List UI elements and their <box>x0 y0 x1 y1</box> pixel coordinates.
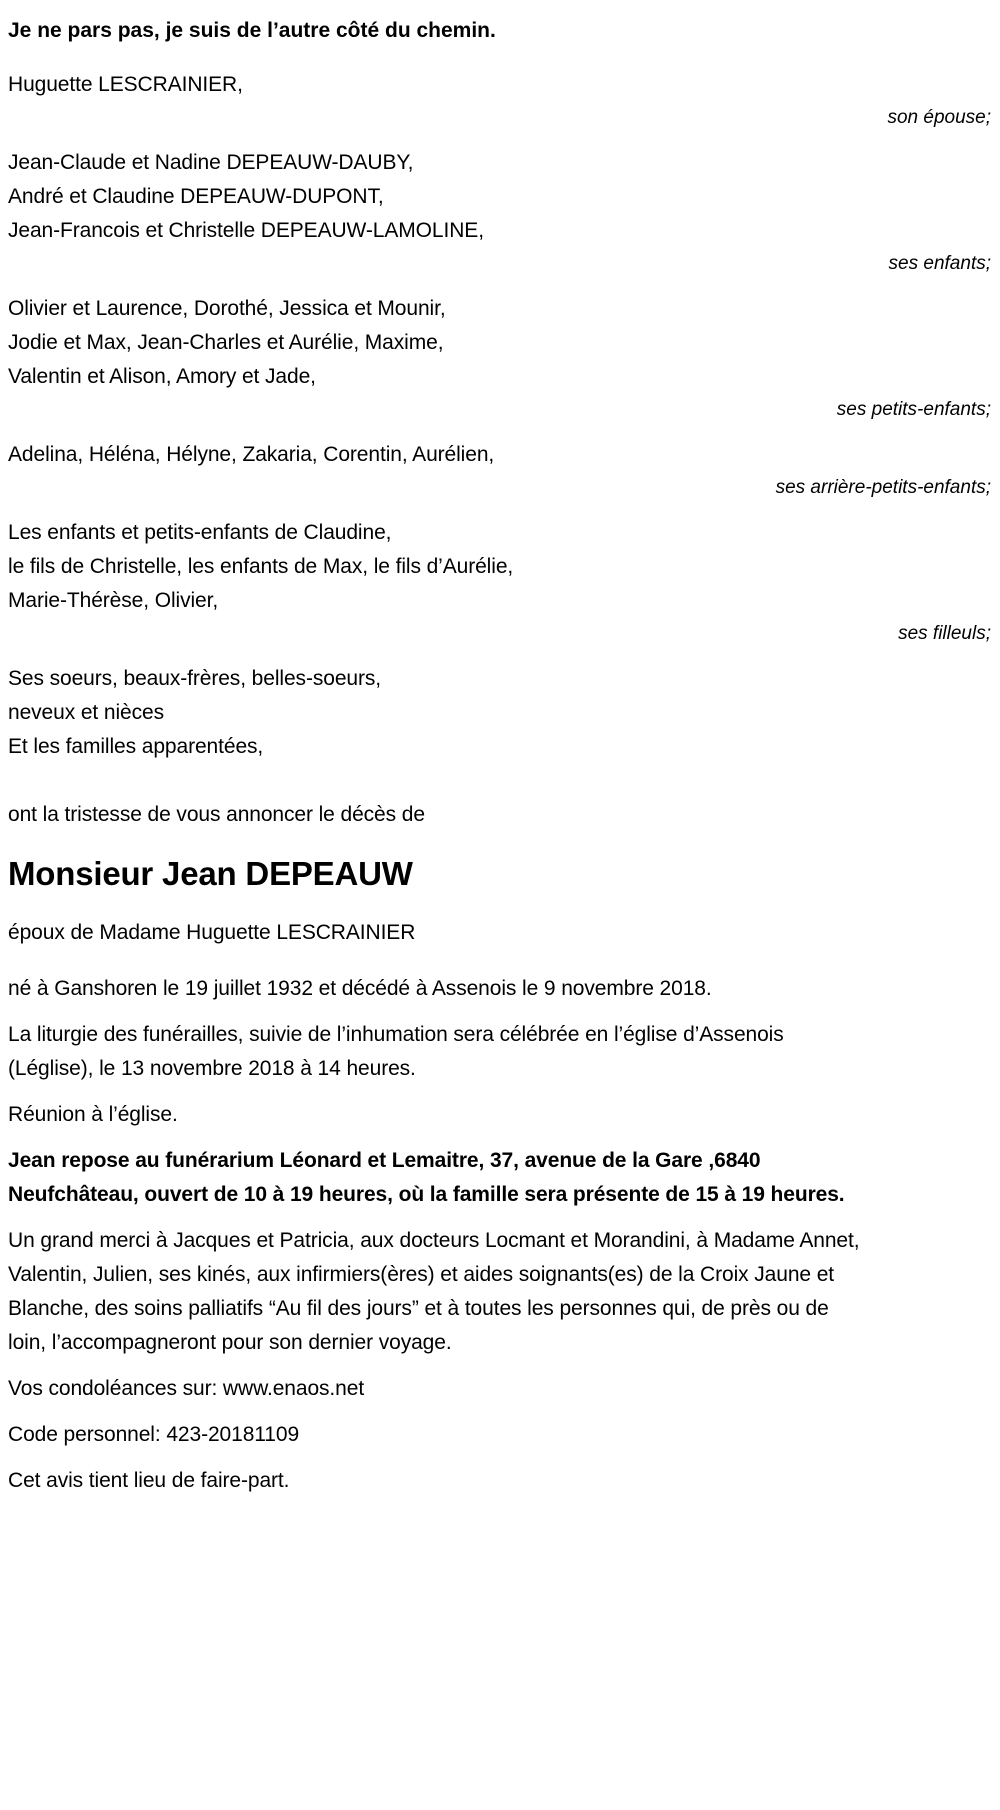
family-names-great-grandchildren <box>8 438 648 472</box>
family-group-grandchildren <box>0 292 1000 426</box>
family-name-line: Huguette LESCRAINIER, <box>8 73 243 96</box>
spacer <box>0 1452 1000 1464</box>
deceased-name: Monsieur Jean DEPEAUW <box>8 855 413 892</box>
epigraph-quote: Je ne pars pas, je suis de l’autre côté du chemin. <box>8 19 496 42</box>
family-name-line: Marie-Thérèse, Olivier, <box>8 589 219 612</box>
spacer <box>0 1360 1000 1372</box>
relation-label-children: ses enfants; <box>888 253 991 274</box>
family-names-godchildren <box>8 516 648 618</box>
relation-label-spouse: son épouse; <box>887 107 991 128</box>
family-name-line: Jean-Claude et Nadine DEPEAUW-DAUBY, <box>8 151 414 174</box>
thanks-paragraph: Un grand merci à Jacques et Patricia, aux docteurs Locmant et Morandini, à Madame Annet, Valentin, Julien, ses kinés, aux infirmiers(ères) et aides soignants(es) de la Croix Jaune et Blanche, des soins palliatifs “Au fil des jours” et à toutes les personnes qui, de près ou de loin, l’accompagneront pour son dernier voyage. <box>8 1229 860 1354</box>
family-names-grandchildren <box>8 292 648 394</box>
faire-part-notice: Cet avis tient lieu de faire-part. <box>8 1469 290 1492</box>
personal-code-line: Code personnel: 423-20181109 <box>8 1423 300 1446</box>
birth-death-line: né à Ganshoren le 19 juillet 1932 et décédé à Assenois le 9 novembre 2018. <box>8 977 712 1000</box>
spacer <box>0 832 1000 854</box>
family-name-line: André et Claudine DEPEAUW-DUPONT, <box>8 185 384 208</box>
family-names-spouse <box>8 68 648 102</box>
spacer <box>0 1086 1000 1098</box>
spacer <box>0 1132 1000 1144</box>
family-group-great-grandchildren <box>0 438 1000 504</box>
family-names-children <box>8 146 648 248</box>
spacer <box>0 764 1000 798</box>
spacer <box>0 280 1000 292</box>
spacer <box>0 1406 1000 1418</box>
relation-label-grandchildren: ses petits-enfants; <box>836 399 991 420</box>
relation-label-great-grandchildren: ses arrière-petits-enfants; <box>775 477 991 498</box>
liturgy-line: La liturgie des funérailles, suivie de l’inhumation sera célébrée en l’église d’Assenois (Léglise), le 13 novembre 2018 à 14 heures. <box>8 1023 784 1080</box>
spacer <box>0 650 1000 662</box>
family-name-line: le fils de Christelle, les enfants de Max, le fils d’Aurélie, <box>8 555 514 578</box>
deceased-spouse-line: époux de Madame Huguette LESCRAINIER <box>8 921 416 944</box>
announcement-line: ont la tristesse de vous annoncer le décès de <box>8 803 425 826</box>
family-group-siblings <box>0 662 1000 764</box>
reunion-line: Réunion à l’église. <box>8 1103 178 1126</box>
family-name-line: Et les familles apparentées, <box>8 735 264 758</box>
funerarium-line: Jean repose au funérarium Léonard et Lemaitre, 37, avenue de la Gare ,6840 Neufchâteau, ouvert de 10 à 19 heures, où la famille sera présente de 15 à 19 heures. <box>8 1149 845 1206</box>
spacer <box>0 134 1000 146</box>
spacer <box>0 1212 1000 1224</box>
spacer <box>0 426 1000 438</box>
relation-label-godchildren: ses filleuls; <box>898 623 991 644</box>
spacer <box>0 1006 1000 1018</box>
spacer <box>0 504 1000 516</box>
spacer <box>0 46 1000 68</box>
relation-wrapper <box>8 472 992 504</box>
family-name-line: Jodie et Max, Jean-Charles et Aurélie, Maxime, <box>8 331 444 354</box>
family-group-spouse <box>0 68 1000 134</box>
family-name-line: Ses soeurs, beaux-frères, belles-soeurs, <box>8 667 382 690</box>
family-name-line: Jean-Francois et Christelle DEPEAUW-LAMOLINE, <box>8 219 484 242</box>
family-names-siblings <box>8 662 648 764</box>
family-name-line: Olivier et Laurence, Dorothé, Jessica et Mounir, <box>8 297 446 320</box>
spacer <box>0 950 1000 972</box>
family-group-godchildren <box>0 516 1000 650</box>
family-name-line: Les enfants et petits-enfants de Claudine, <box>8 521 392 544</box>
family-name-line: Adelina, Héléna, Hélyne, Zakaria, Corentin, Aurélien, <box>8 443 495 466</box>
condolences-line: Vos condoléances sur: www.enaos.net <box>8 1377 365 1400</box>
spacer <box>0 894 1000 916</box>
family-name-line: neveux et nièces <box>8 701 165 724</box>
family-group-children <box>0 146 1000 280</box>
family-name-line: Valentin et Alison, Amory et Jade, <box>8 365 316 388</box>
